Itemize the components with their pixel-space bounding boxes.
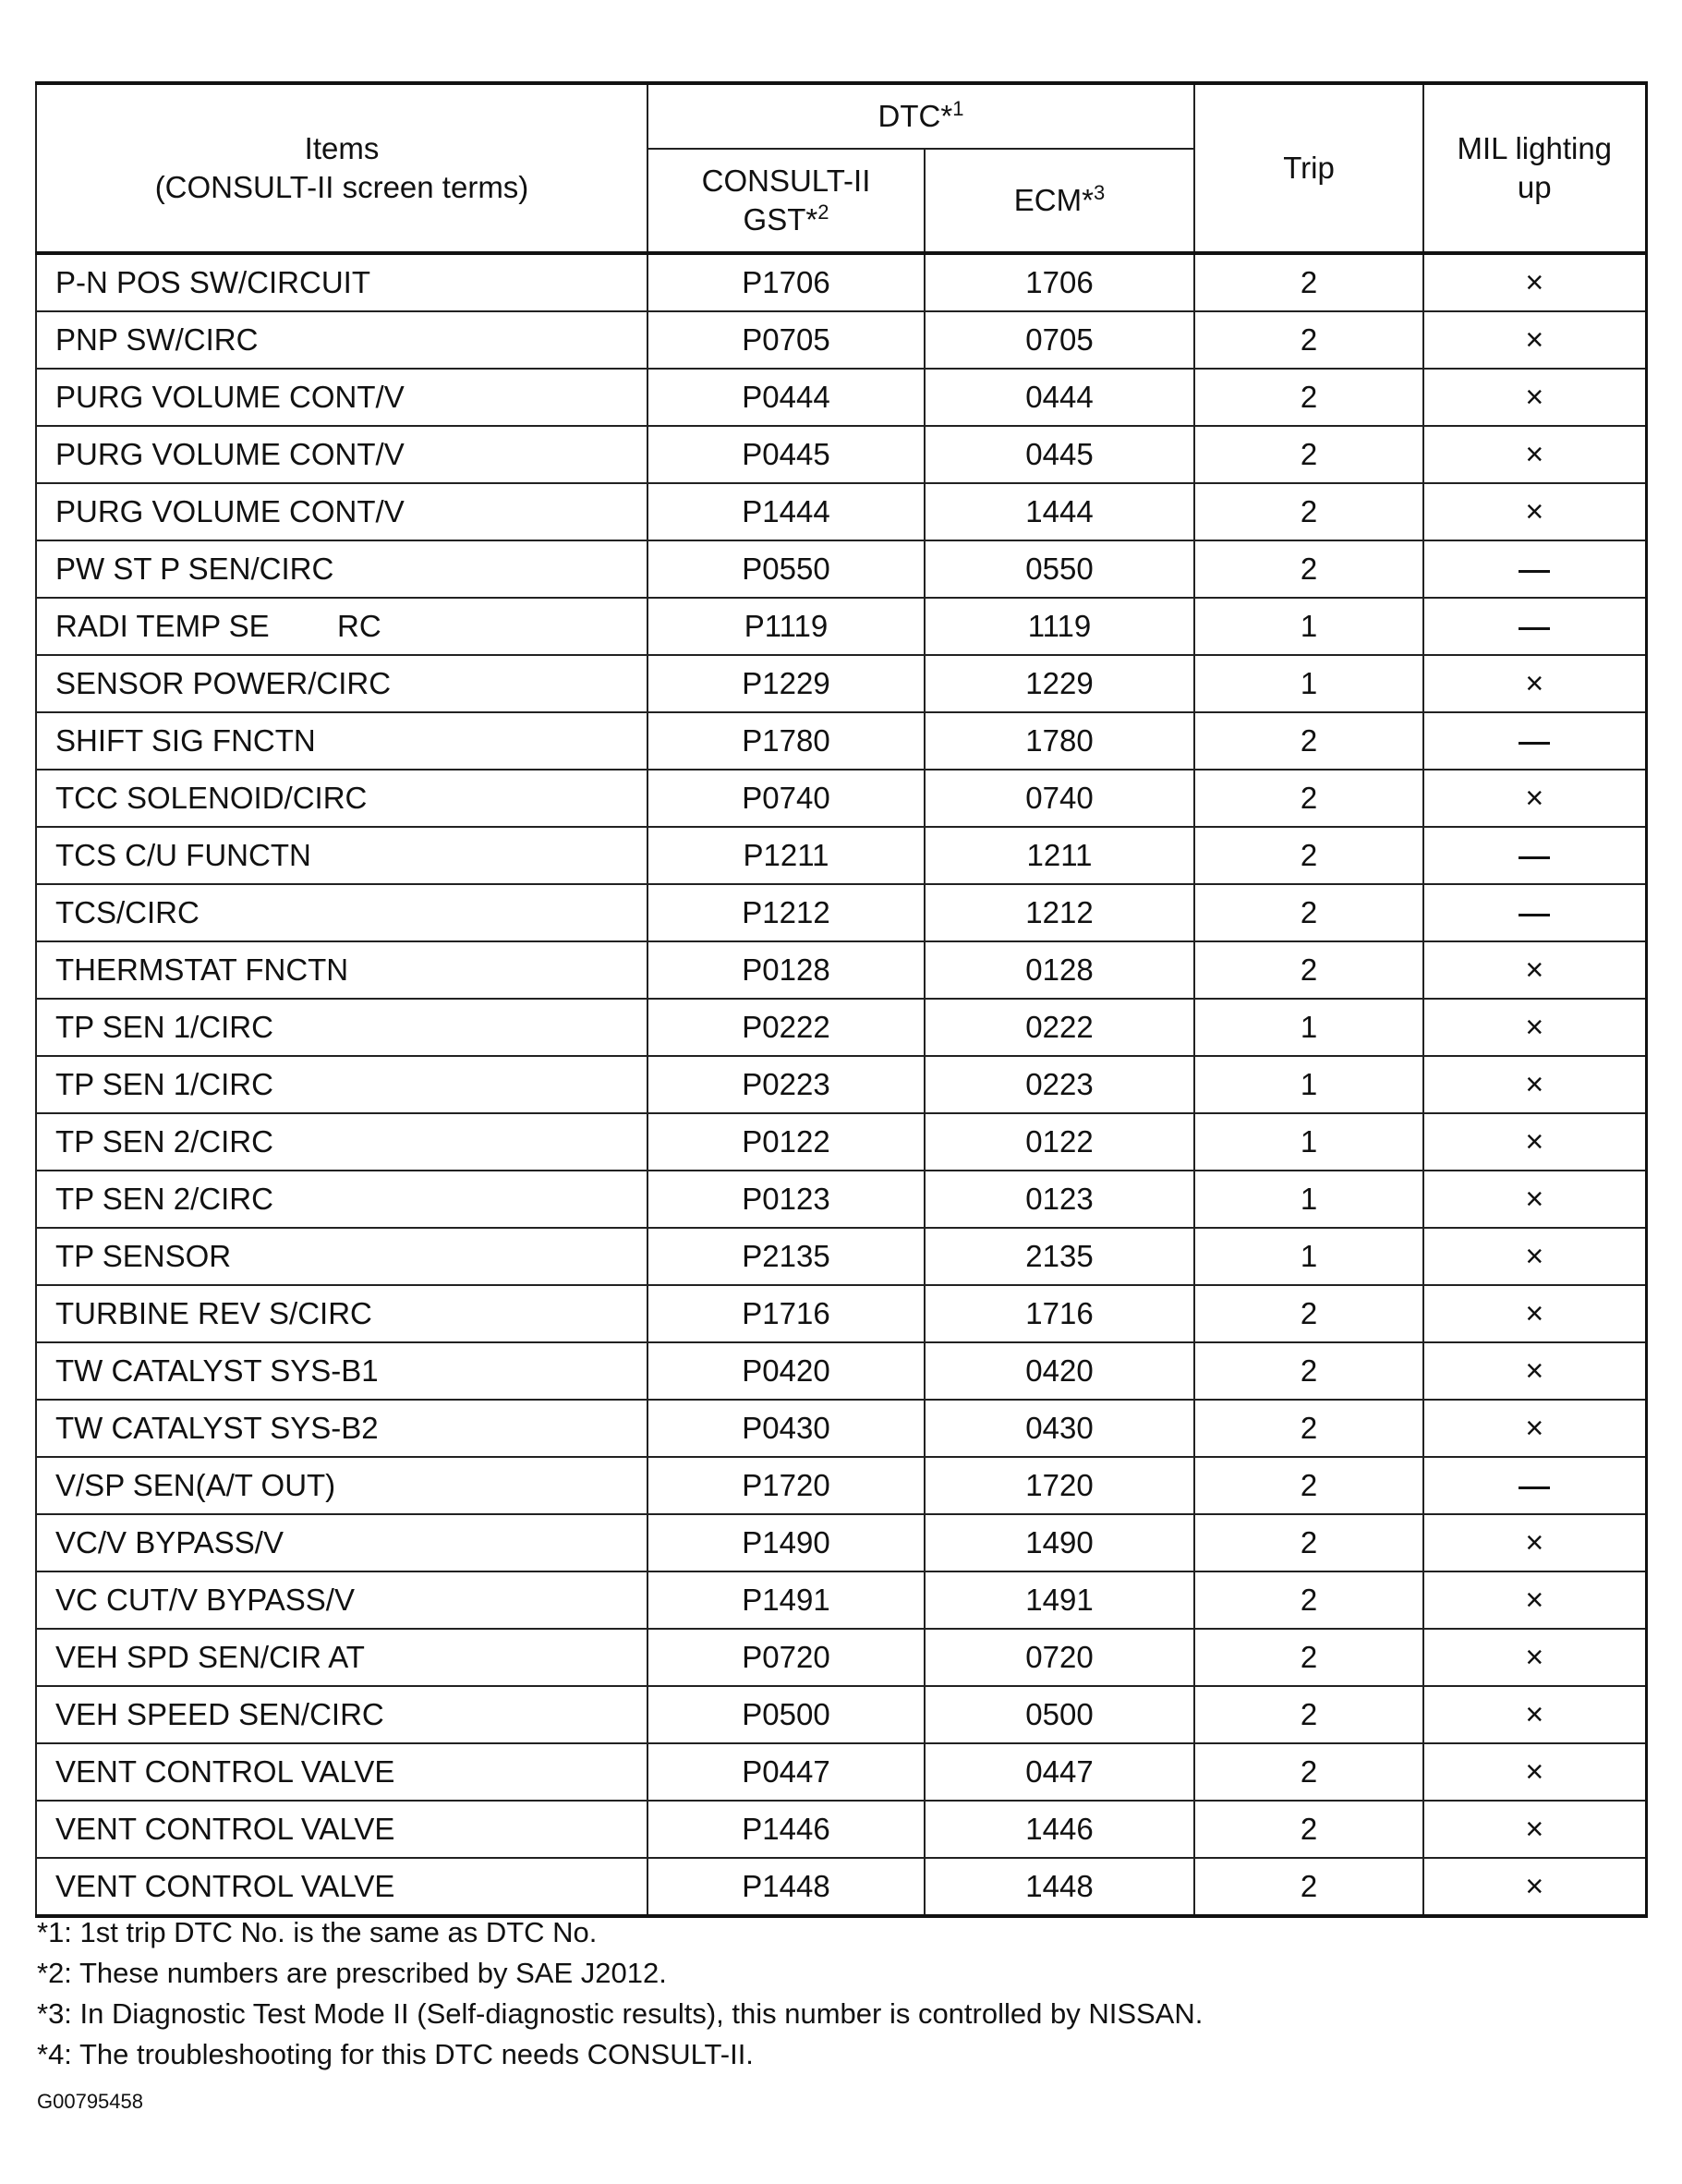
table-row [36, 827, 1646, 884]
consult-code-cell: P0122 [647, 1113, 925, 1171]
consult-code-cell: P1720 [647, 1457, 925, 1514]
mil-cell [1423, 540, 1646, 598]
mil-cell: × [1423, 1113, 1646, 1171]
header-consult-sup: 2 [817, 200, 829, 224]
mil-cell [1423, 827, 1646, 884]
consult-code-cell: P1706 [647, 253, 925, 311]
not-lit-dash [1519, 914, 1550, 916]
item-cell: VC/V BYPASS/V [36, 1514, 647, 1571]
consult-code-cell: P1490 [647, 1514, 925, 1571]
trip-cell: 2 [1194, 941, 1423, 999]
mil-cell: × [1423, 770, 1646, 827]
mil-cell: × [1423, 1228, 1646, 1285]
table-row [36, 1743, 1646, 1801]
trip-cell: 2 [1194, 770, 1423, 827]
item-cell: TCS/CIRC [36, 884, 647, 941]
trip-cell: 2 [1194, 827, 1423, 884]
table-row [36, 369, 1646, 426]
trip-cell: 1 [1194, 598, 1423, 655]
item-cell: TP SEN 1/CIRC [36, 999, 647, 1056]
item-cell: RADI TEMP SE RC [36, 598, 647, 655]
ecm-code-cell: 1780 [925, 712, 1194, 770]
header-mil-line1: MIL lighting [1457, 131, 1613, 165]
item-cell: TW CATALYST SYS-B1 [36, 1342, 647, 1400]
mil-cell: × [1423, 426, 1646, 483]
consult-code-cell: P0447 [647, 1743, 925, 1801]
ecm-code-cell: 0444 [925, 369, 1194, 426]
item-cell: PURG VOLUME CONT/V [36, 483, 647, 540]
table-row [36, 311, 1646, 369]
consult-code-cell: P0123 [647, 1171, 925, 1228]
mil-cell: × [1423, 1858, 1646, 1916]
dtc-table [35, 81, 1648, 1918]
dtc-table-container [35, 81, 1645, 1918]
item-cell: VENT CONTROL VALVE [36, 1743, 647, 1801]
table-row [36, 1686, 1646, 1743]
mil-cell: × [1423, 1285, 1646, 1342]
header-items-line2: (CONSULT-II screen terms) [154, 170, 529, 204]
ecm-code-cell: 1212 [925, 884, 1194, 941]
ecm-code-cell: 2135 [925, 1228, 1194, 1285]
item-cell: V/SP SEN(A/T OUT) [36, 1457, 647, 1514]
footnote-4: *4: The troubleshooting for this DTC needs CONSULT-II. [37, 2038, 754, 2070]
ecm-code-cell: 1229 [925, 655, 1194, 712]
trip-cell: 2 [1194, 483, 1423, 540]
table-row [36, 770, 1646, 827]
mil-cell: × [1423, 1342, 1646, 1400]
mil-cell: × [1423, 1801, 1646, 1858]
ecm-code-cell: 0122 [925, 1113, 1194, 1171]
consult-code-cell: P0128 [647, 941, 925, 999]
trip-cell: 2 [1194, 712, 1423, 770]
trip-cell: 2 [1194, 1514, 1423, 1571]
table-row [36, 1171, 1646, 1228]
header-consult-line2: GST* [743, 202, 818, 237]
mil-cell: × [1423, 1514, 1646, 1571]
ecm-code-cell: 1491 [925, 1571, 1194, 1629]
figure-id: G00795458 [37, 2090, 143, 2113]
table-row [36, 483, 1646, 540]
consult-code-cell: P1446 [647, 1801, 925, 1858]
ecm-code-cell: 1444 [925, 483, 1194, 540]
mil-cell: × [1423, 253, 1646, 311]
ecm-code-cell: 1720 [925, 1457, 1194, 1514]
mil-cell: × [1423, 1686, 1646, 1743]
table-row [36, 1801, 1646, 1858]
item-cell: TP SENSOR [36, 1228, 647, 1285]
trip-cell: 2 [1194, 1801, 1423, 1858]
table-row [36, 1285, 1646, 1342]
consult-code-cell: P0720 [647, 1629, 925, 1686]
item-cell: TP SEN 2/CIRC [36, 1113, 647, 1171]
item-cell: PW ST P SEN/CIRC [36, 540, 647, 598]
not-lit-dash [1519, 742, 1550, 745]
table-row [36, 941, 1646, 999]
mil-cell: × [1423, 1743, 1646, 1801]
ecm-code-cell: 0720 [925, 1629, 1194, 1686]
mil-cell: × [1423, 655, 1646, 712]
trip-cell: 2 [1194, 1858, 1423, 1916]
table-body [36, 253, 1646, 1916]
consult-code-cell: P0740 [647, 770, 925, 827]
item-cell: TURBINE REV S/CIRC [36, 1285, 647, 1342]
table-row [36, 1629, 1646, 1686]
item-cell: VEH SPD SEN/CIR AT [36, 1629, 647, 1686]
ecm-code-cell: 0222 [925, 999, 1194, 1056]
table-row [36, 1342, 1646, 1400]
mil-cell: × [1423, 1629, 1646, 1686]
trip-cell: 2 [1194, 1571, 1423, 1629]
consult-code-cell: P1119 [647, 598, 925, 655]
item-cell: VEH SPEED SEN/CIRC [36, 1686, 647, 1743]
item-cell: PURG VOLUME CONT/V [36, 426, 647, 483]
not-lit-dash [1519, 570, 1550, 573]
item-cell: THERMSTAT FNCTN [36, 941, 647, 999]
table-row [36, 1457, 1646, 1514]
mil-cell: × [1423, 1171, 1646, 1228]
trip-cell: 2 [1194, 369, 1423, 426]
trip-cell: 2 [1194, 253, 1423, 311]
item-cell: PNP SW/CIRC [36, 311, 647, 369]
mil-cell: × [1423, 369, 1646, 426]
trip-cell: 2 [1194, 1457, 1423, 1514]
table-row [36, 1571, 1646, 1629]
trip-cell: 2 [1194, 1686, 1423, 1743]
ecm-code-cell: 1490 [925, 1514, 1194, 1571]
header-dtc-sup: 1 [952, 97, 964, 120]
consult-code-cell: P0444 [647, 369, 925, 426]
consult-code-cell: P0223 [647, 1056, 925, 1113]
ecm-code-cell: 1211 [925, 827, 1194, 884]
ecm-code-cell: 1706 [925, 253, 1194, 311]
consult-code-cell: P0705 [647, 311, 925, 369]
item-cell: TCS C/U FUNCTN [36, 827, 647, 884]
item-cell: SHIFT SIG FNCTN [36, 712, 647, 770]
trip-cell: 2 [1194, 1342, 1423, 1400]
table-row [36, 999, 1646, 1056]
header-consult-line1: CONSULT-II [701, 164, 871, 198]
consult-code-cell: P0445 [647, 426, 925, 483]
trip-cell: 2 [1194, 1400, 1423, 1457]
table-row [36, 1113, 1646, 1171]
mil-cell: × [1423, 999, 1646, 1056]
header-ecm-sup: 3 [1093, 181, 1106, 204]
trip-cell: 1 [1194, 1113, 1423, 1171]
item-cell: PURG VOLUME CONT/V [36, 369, 647, 426]
consult-code-cell: P1448 [647, 1858, 925, 1916]
item-cell: TP SEN 1/CIRC [36, 1056, 647, 1113]
consult-code-cell: P1444 [647, 483, 925, 540]
item-cell: SENSOR POWER/CIRC [36, 655, 647, 712]
mil-cell: × [1423, 1400, 1646, 1457]
header-dtc-label: DTC* [877, 99, 953, 133]
consult-code-cell: P1211 [647, 827, 925, 884]
not-lit-dash [1519, 1486, 1550, 1489]
trip-cell: 1 [1194, 1056, 1423, 1113]
table-row [36, 1858, 1646, 1916]
mil-cell [1423, 712, 1646, 770]
header-ecm-label: ECM* [1013, 183, 1094, 217]
table-row [36, 1514, 1646, 1571]
header-ecm [925, 149, 1194, 253]
trip-cell: 1 [1194, 1228, 1423, 1285]
trip-cell: 1 [1194, 999, 1423, 1056]
item-cell: TW CATALYST SYS-B2 [36, 1400, 647, 1457]
mil-cell [1423, 1457, 1646, 1514]
table-row [36, 1056, 1646, 1113]
footnotes [37, 1912, 1644, 2075]
footnote-1: *1: 1st trip DTC No. is the same as DTC No. [37, 1916, 598, 1948]
trip-cell: 2 [1194, 1743, 1423, 1801]
consult-code-cell: P1212 [647, 884, 925, 941]
footnote-3: *3: In Diagnostic Test Mode II (Self-diagnostic results), this number is controlled by NISSAN. [37, 1997, 1204, 2030]
table-row [36, 1400, 1646, 1457]
table-row [36, 884, 1646, 941]
trip-cell: 2 [1194, 540, 1423, 598]
trip-cell: 1 [1194, 655, 1423, 712]
mil-cell: × [1423, 941, 1646, 999]
header-dtc [647, 83, 1194, 149]
ecm-code-cell: 0420 [925, 1342, 1194, 1400]
header-items-line1: Items [304, 131, 380, 165]
consult-code-cell: P1229 [647, 655, 925, 712]
ecm-code-cell: 1119 [925, 598, 1194, 655]
ecm-code-cell: 0500 [925, 1686, 1194, 1743]
trip-cell: 2 [1194, 1285, 1423, 1342]
table-row [36, 655, 1646, 712]
consult-code-cell: P1716 [647, 1285, 925, 1342]
item-cell: VENT CONTROL VALVE [36, 1801, 647, 1858]
ecm-code-cell: 1716 [925, 1285, 1194, 1342]
table-row [36, 598, 1646, 655]
mil-cell: × [1423, 311, 1646, 369]
table-row [36, 540, 1646, 598]
trip-cell: 2 [1194, 884, 1423, 941]
mil-cell: × [1423, 1571, 1646, 1629]
header-trip: Trip [1194, 83, 1423, 253]
table-row [36, 1228, 1646, 1285]
item-cell: VC CUT/V BYPASS/V [36, 1571, 647, 1629]
consult-code-cell: P2135 [647, 1228, 925, 1285]
ecm-code-cell: 0740 [925, 770, 1194, 827]
item-cell: P-N POS SW/CIRCUIT [36, 253, 647, 311]
ecm-code-cell: 0705 [925, 311, 1194, 369]
footnote-2: *2: These numbers are prescribed by SAE J2012. [37, 1957, 667, 1989]
ecm-code-cell: 0128 [925, 941, 1194, 999]
not-lit-dash [1519, 856, 1550, 859]
item-cell: VENT CONTROL VALVE [36, 1858, 647, 1916]
trip-cell: 2 [1194, 311, 1423, 369]
trip-cell: 1 [1194, 1171, 1423, 1228]
ecm-code-cell: 0445 [925, 426, 1194, 483]
ecm-code-cell: 0123 [925, 1171, 1194, 1228]
header-items [36, 83, 647, 253]
trip-cell: 2 [1194, 1629, 1423, 1686]
consult-code-cell: P1491 [647, 1571, 925, 1629]
consult-code-cell: P0420 [647, 1342, 925, 1400]
consult-code-cell: P0430 [647, 1400, 925, 1457]
item-cell: TP SEN 2/CIRC [36, 1171, 647, 1228]
mil-cell: × [1423, 1056, 1646, 1113]
header-consult [647, 149, 925, 253]
mil-cell [1423, 884, 1646, 941]
mil-cell [1423, 598, 1646, 655]
ecm-code-cell: 0447 [925, 1743, 1194, 1801]
trip-cell: 2 [1194, 426, 1423, 483]
header-mil [1423, 83, 1646, 253]
not-lit-dash [1519, 627, 1550, 630]
ecm-code-cell: 1446 [925, 1801, 1194, 1858]
table-row [36, 426, 1646, 483]
table-row [36, 712, 1646, 770]
consult-code-cell: P1780 [647, 712, 925, 770]
item-cell: TCC SOLENOID/CIRC [36, 770, 647, 827]
mil-cell: × [1423, 483, 1646, 540]
consult-code-cell: P0550 [647, 540, 925, 598]
ecm-code-cell: 0550 [925, 540, 1194, 598]
header-mil-line2: up [1517, 170, 1552, 204]
ecm-code-cell: 1448 [925, 1858, 1194, 1916]
consult-code-cell: P0500 [647, 1686, 925, 1743]
consult-code-cell: P0222 [647, 999, 925, 1056]
table-row [36, 253, 1646, 311]
ecm-code-cell: 0430 [925, 1400, 1194, 1457]
ecm-code-cell: 0223 [925, 1056, 1194, 1113]
